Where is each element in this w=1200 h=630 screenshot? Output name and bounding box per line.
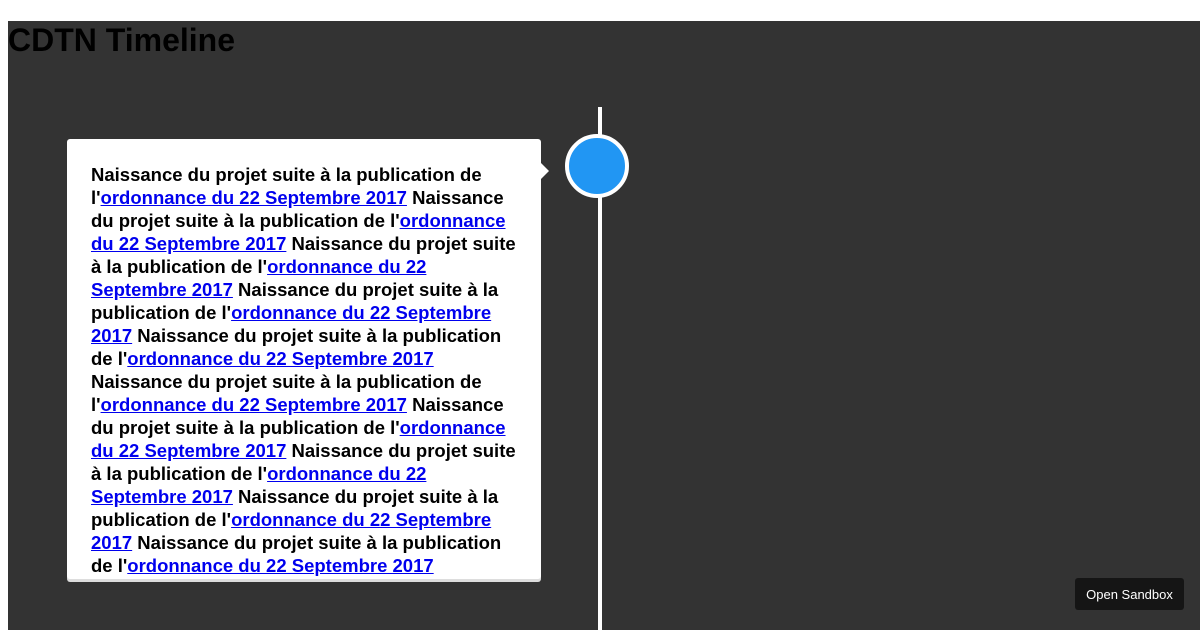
event-text-segment: Naissance du projet suite à la publication de l' — [91, 486, 499, 530]
event-text-segment: Naissance du projet suite à la publication de l' — [91, 371, 482, 415]
ordonnance-link[interactable]: ordonnance du 22 Septembre 2017 — [91, 256, 427, 300]
event-text-segment: Naissance du projet suite à la publication de l' — [91, 440, 516, 484]
ordonnance-link[interactable]: ordonnance du 22 Septembre 2017 — [127, 348, 434, 369]
timeline-page — [8, 21, 1200, 630]
ordonnance-link[interactable]: ordonnance du 22 Septembre 2017 — [91, 302, 492, 346]
card-pointer-arrow — [541, 163, 549, 179]
ordonnance-link[interactable]: ordonnance du 22 Septembre 2017 — [100, 187, 407, 208]
event-text-segment: Naissance du projet suite à la publication de l' — [91, 325, 502, 369]
timeline-event-card — [67, 139, 541, 579]
event-text-segment: Naissance du projet suite à la publication de l' — [91, 279, 499, 323]
ordonnance-link[interactable]: ordonnance du 22 Septembre 2017 — [91, 210, 506, 254]
event-description — [91, 163, 517, 577]
event-text-segment: Naissance du projet suite à la publication de l' — [91, 187, 504, 231]
open-sandbox-button[interactable]: Open Sandbox — [1075, 578, 1184, 610]
event-text-segment: Naissance du projet suite à la publication de l' — [91, 532, 502, 576]
timeline-event-dot[interactable] — [565, 134, 629, 198]
ordonnance-link[interactable]: ordonnance du 22 Septembre 2017 — [127, 555, 434, 576]
event-text-segment: Naissance du projet suite à la publication de l' — [91, 164, 482, 208]
ordonnance-link[interactable]: ordonnance du 22 Septembre 2017 — [91, 417, 506, 461]
ordonnance-link[interactable]: ordonnance du 22 Septembre 2017 — [91, 509, 492, 553]
ordonnance-link[interactable]: ordonnance du 22 Septembre 2017 — [91, 463, 427, 507]
ordonnance-link[interactable]: ordonnance du 22 Septembre 2017 — [100, 394, 407, 415]
event-text-segment: Naissance du projet suite à la publication de l' — [91, 233, 516, 277]
event-text-segment: Naissance du projet suite à la publication de l' — [91, 394, 504, 438]
page-title: CDTN Timeline — [8, 22, 235, 58]
